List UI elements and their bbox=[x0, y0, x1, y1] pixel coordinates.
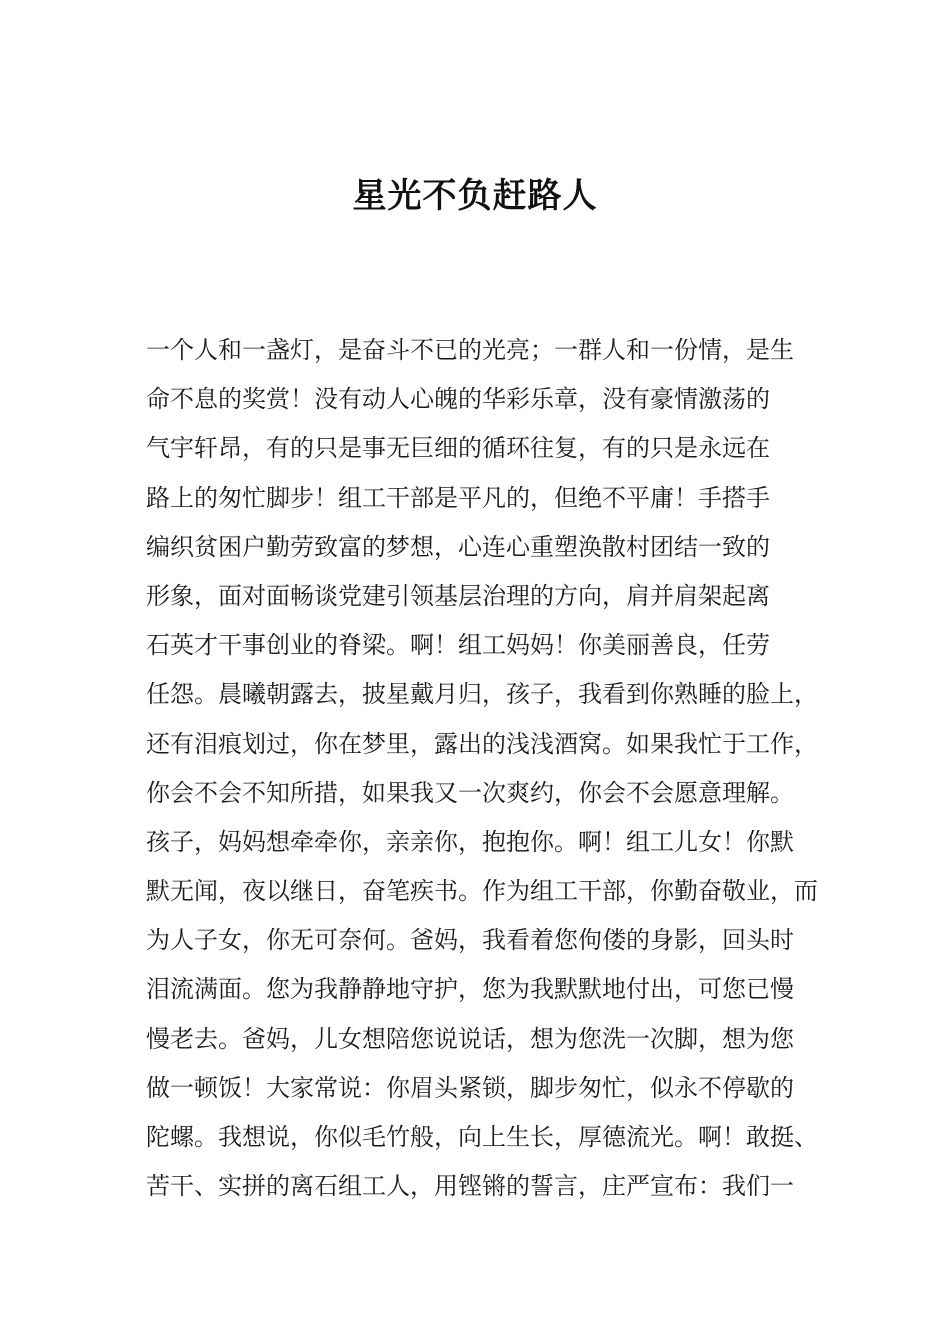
text-line: 为人子女，你无可奈何。爸妈，我看着您佝偻的身影，回头时 bbox=[146, 926, 794, 955]
text-line: 孩子，妈妈想牵牵你，亲亲你，抱抱你。啊！组工儿女！你默 bbox=[146, 827, 794, 856]
text-line: 命不息的奖赏！没有动人心魄的华彩乐章，没有豪情激荡的 bbox=[146, 385, 770, 414]
text-line: 任怨。晨曦朝露去，披星戴月归，孩子，我看到你熟睡的脸上， bbox=[146, 680, 818, 709]
text-line: 一个人和一盏灯，是奋斗不已的光亮；一群人和一份情，是生 bbox=[146, 336, 794, 364]
text-line: 苦干、实拼的离石组工人，用铿锵的誓言，庄严宣布：我们一 bbox=[146, 1172, 794, 1201]
text-line: 泪流满面。您为我静静地守护，您为我默默地付出，可您已慢 bbox=[146, 975, 794, 1004]
text-line: 路上的匆忙脚步！组工干部是平凡的，但绝不平庸！手搭手 bbox=[146, 483, 770, 512]
text-line: 编织贫困户勤劳致富的梦想，心连心重塑涣散村团结一致的 bbox=[146, 532, 770, 561]
text-line: 气宇轩昂，有的只是事无巨细的循环往复，有的只是永远在 bbox=[146, 434, 770, 463]
text-line: 默无闻，夜以继日，奋笔疾书。作为组工干部，你勤奋敬业，而 bbox=[146, 877, 818, 906]
text-line: 慢老去。爸妈，儿女想陪您说说话，想为您洗一次脚，想为您 bbox=[146, 1024, 794, 1053]
document-title: 星光不负赶路人 bbox=[352, 176, 598, 216]
text-line: 形象，面对面畅谈党建引领基层治理的方向，肩并肩架起离 bbox=[146, 581, 770, 610]
text-line: 还有泪痕划过，你在梦里，露出的浅浅酒窝。如果我忙于工作， bbox=[146, 729, 818, 758]
text-line: 陀螺。我想说，你似毛竹般，向上生长，厚德流光。啊！敢挺、 bbox=[146, 1123, 818, 1151]
text-line: 做一顿饭！大家常说：你眉头紧锁，脚步匆忙，似永不停歇的 bbox=[146, 1073, 794, 1102]
text-line: 石英才干事创业的脊梁。啊！组工妈妈！你美丽善良，任劳 bbox=[146, 631, 770, 660]
body-paragraph bbox=[146, 326, 826, 1211]
text-line: 你会不会不知所措，如果我又一次爽约，你会不会愿意理解。 bbox=[146, 778, 794, 807]
